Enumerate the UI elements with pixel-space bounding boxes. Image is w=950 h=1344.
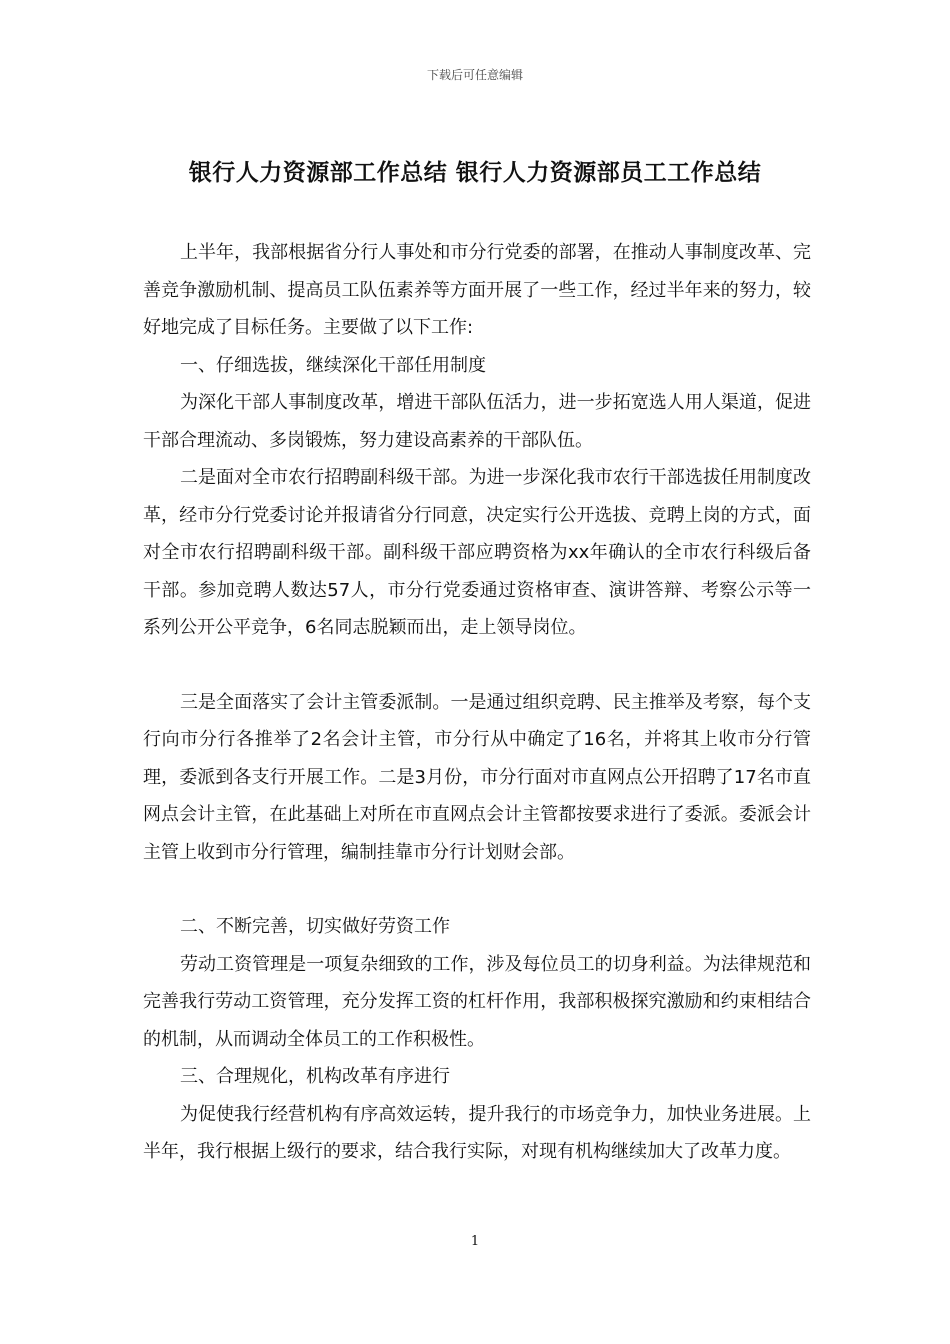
paragraph-labor-wages: 劳动工资管理是一项复杂细致的工作，涉及每位员工的切身利益。为法律规范和完善我行劳动工资管理，充分发挥工资的杠杆作用，我部积极探究激励和约束相结合的机制，从而调动全体员工的工作积极性。 bbox=[143, 953, 811, 1050]
page-number: 1 bbox=[470, 1234, 480, 1249]
section-heading-1: 一、仔细选拔，继续深化干部任用制度 bbox=[180, 354, 486, 376]
header-note: 下载后可任意编辑 bbox=[426, 68, 523, 82]
paragraph-cadre-reform: 为深化干部人事制度改革，增进干部队伍活力，进一步拓宽选人用人渠道，促进干部合理流动、多岗锻炼，努力建设高素养的干部队伍。 bbox=[143, 392, 811, 451]
section-heading-2: 二、不断完善，切实做好劳资工作 bbox=[180, 916, 450, 937]
document-body bbox=[143, 234, 811, 1171]
paragraph-intro: 上半年，我部根据省分行人事处和市分行党委的部署，在推动人事制度改革、完善竞争激励机制、提高员工队伍素养等方面开展了一些工作，经过半年来的努力，较好地完成了目标任务。主要做了以下工作: bbox=[143, 242, 811, 338]
paragraph-institution-reform: 为促使我行经营机构有序高效运转，提升我行的市场竞争力，加快业务进展。上半年，我行根据上级行的要求，结合我行实际，对现有机构继续加大了改革力度。 bbox=[143, 1103, 811, 1162]
paragraph-accounting-supervisor: 三是全面落实了会计主管委派制。一是通过组织竞聘、民主推举及考察，每个支行向市分行各推举了2名会计主管，市分行从中确定了16名，并将其上收市分行管理，委派到各支行开展工作。二是3月份，市分行面对市直网点公开招聘了17名市直网点会计主管，在此基础上对所在市直网点会计主管都按要求进行了委派。委派会计主管上收到市分行管理，编制挂靠市分行计划财会部。 bbox=[143, 691, 811, 863]
paragraph-recruitment: 二是面对全市农行招聘副科级干部。为进一步深化我市农行干部选拔任用制度改革，经市分行党委讨论并报请省分行同意，决定实行公开选拔、竞聘上岗的方式，面对全市农行招聘副科级干部。副科级干部应聘资格为xx年确认的全市农行科级后备干部。参加竞聘人数达57人，市分行党委通过资格审查、演讲答辩、考察公示等一系列公开公平竞争，6名同志脱颖而出，走上领导岗位。 bbox=[143, 467, 811, 638]
document-title: 银行人力资源部工作总结 银行人力资源部员工工作总结 bbox=[188, 160, 762, 186]
section-heading-3: 三、合理规化，机构改革有序进行 bbox=[180, 1066, 450, 1087]
